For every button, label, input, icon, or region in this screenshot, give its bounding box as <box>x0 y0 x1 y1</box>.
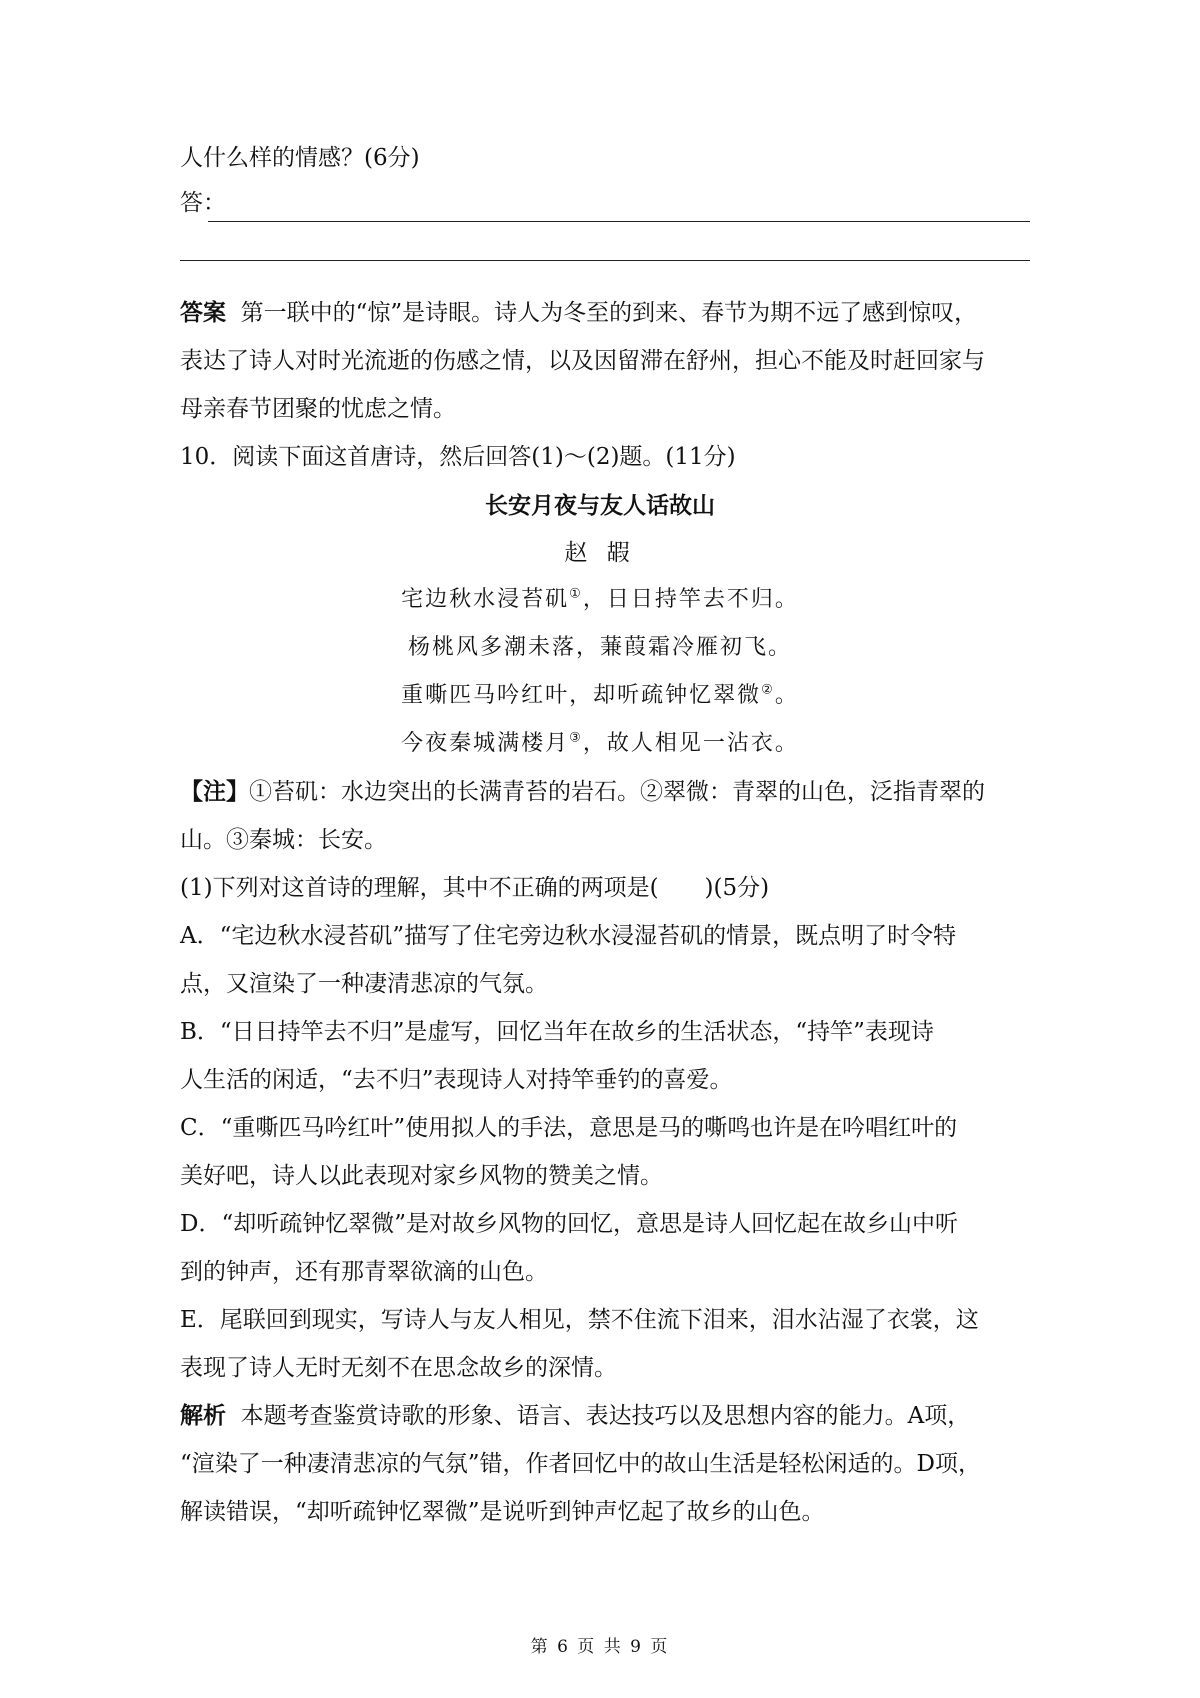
note-line-2: 山。③秦城：长安。 <box>180 827 387 853</box>
analysis-line-2: “渲染了一种凄清悲凉的气氛”错，作者回忆中的故山生活是轻松闲适的。D项， <box>180 1451 981 1477</box>
poem-line-3: 重嘶匹马吟红叶，却听疏钟忆翠微②。 <box>401 682 799 708</box>
option-c-line-2: 美好吧，诗人以此表现对家乡风物的赞美之情。 <box>180 1163 663 1189</box>
analysis-line-3: 解读错误，“却听疏钟忆翠微”是说听到钟声忆起了故乡的山色。 <box>180 1499 825 1525</box>
option-b-line-1: B．“日日持竿去不归”是虚写，回忆当年在故乡的生活状态，“持竿”表现诗 <box>180 1019 934 1045</box>
poem-title: 长安月夜与友人话故山 <box>485 493 715 519</box>
answer-line-2: 表达了诗人对时光流逝的伤感之情，以及因留滞在舒州，担心不能及时赶回家与 <box>180 348 985 374</box>
poem-line-4: 今夜秦城满楼月③，故人相见一沾衣。 <box>401 730 799 756</box>
answer-blank-line-1 <box>208 221 1030 222</box>
option-b-line-2: 人生活的闲适，“去不归”表现诗人对持竿垂钓的喜爱。 <box>180 1067 733 1093</box>
option-c-line-1: C．“重嘶匹马吟红叶”使用拟人的手法，意思是马的嘶鸣也许是在吟唱红叶的 <box>180 1115 958 1141</box>
option-a-line-2: 点，又渲染了一种凄清悲凉的气氛。 <box>180 971 548 997</box>
option-e-line-1: E．尾联回到现实，写诗人与友人相见，禁不住流下泪来，泪水沾湿了衣裳，这 <box>180 1307 979 1333</box>
poem-line-1: 宅边秋水浸苔矶①，日日持竿去不归。 <box>401 586 799 612</box>
answer-prompt: 答： <box>180 190 226 216</box>
answer-blank-line-2 <box>180 260 1030 261</box>
option-d-line-2: 到的钟声，还有那青翠欲滴的山色。 <box>180 1259 548 1285</box>
note-label: 【注】 <box>180 779 249 805</box>
poem-author: 赵 嘏 <box>564 540 636 566</box>
sub-question-1: (1)下列对这首诗的理解，其中不正确的两项是( )(5分) <box>180 875 770 901</box>
note-line-1: 【注】①苔矶：水边突出的长满青苔的岩石。②翠微：青翠的山色，泛指青翠的 <box>180 779 985 805</box>
option-e-line-2: 表现了诗人无时无刻不在思念故乡的深情。 <box>180 1355 617 1381</box>
analysis-label: 解析 <box>180 1403 226 1429</box>
page-footer: 第 6 页 共 9 页 <box>530 1637 670 1657</box>
question-10-stem: 10．阅读下面这首唐诗，然后回答(1)～(2)题。(11分) <box>180 444 736 470</box>
poem-line-2: 杨桃风多潮未落，蒹葭霜冷雁初飞。 <box>407 635 792 660</box>
option-a-line-1: A．“宅边秋水浸苔矶”描写了住宅旁边秋水浸湿苔矶的情景，既点明了时令特 <box>180 923 957 949</box>
answer-line-3: 母亲春节团聚的忧虑之情。 <box>180 396 456 422</box>
answer-line-1: 答案 第一联中的“惊”是诗眼。诗人为冬至的到来、春节为期不远了感到惊叹， <box>180 300 978 326</box>
option-d-line-1: D．“却听疏钟忆翠微”是对故乡风物的回忆，意思是诗人回忆起在故乡山中听 <box>180 1211 958 1237</box>
analysis-line-1: 解析 本题考查鉴赏诗歌的形象、语言、表达技巧以及思想内容的能力。A项， <box>180 1403 971 1429</box>
answer-label: 答案 <box>180 300 226 326</box>
question-tail: 人什么样的情感？(6分) <box>180 145 420 171</box>
